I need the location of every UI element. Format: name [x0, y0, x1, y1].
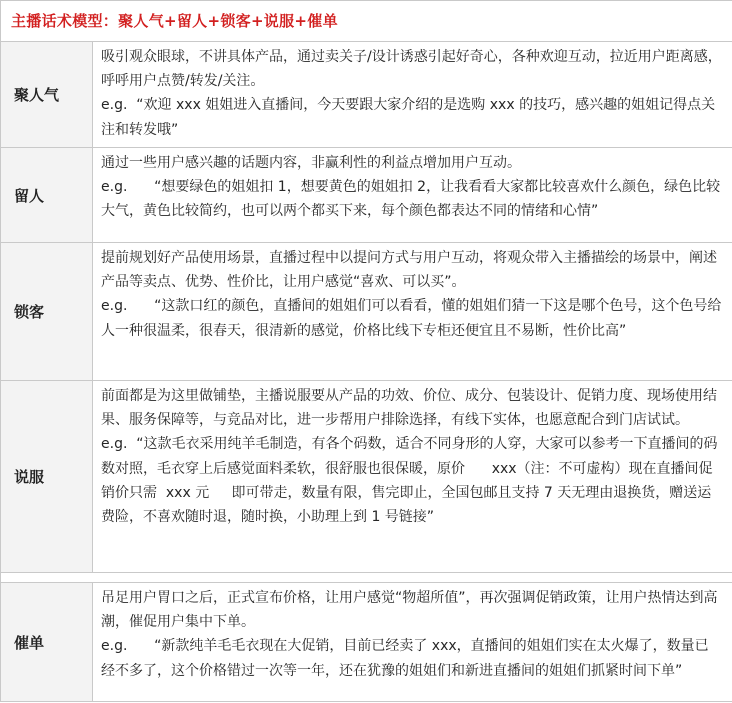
row-content: 前面都是为这里做铺垫，主播说服要从产品的功效、价位、成分、包装设计、促销力度、现场使用结果、服务保障等，与竞品对比，进一步帮用户排除选择，有线下实体，也愿意配合到门店试试。 e.g. “这款毛衣采用纯羊毛制造，有各个码数，适合不同身形的人穿，大家可以参考一下直播间的码数对照，毛衣穿上后感觉面料柔软，很舒服也很保暖，原价 xxx（注：不可虚构）现在直播间促销价只需 xxx 元 即可带走，数量有限，售完即止，全国包邮且支持 7 天无理由退换货，赠送运费险，不喜欢随时退，随时换，小助理上到 1 号链接”: [101, 388, 718, 526]
table-row: [1, 42, 732, 148]
title-cell: [1, 1, 732, 42]
row-label-cell: [1, 583, 93, 702]
row-content: 吸引观众眼球，不讲具体产品，通过卖关子/设计诱惑引起好奇心，各种欢迎互动，拉近用户距离感，呼呼用户点赞/转发/关注。 e.g. “欢迎 xxx 姐姐进入直播间，今天要跟大家介绍的是选购 xxx 的技巧，感兴趣的姐姐记得点关注和转发哦”: [101, 49, 722, 138]
row-label-cell: [1, 148, 93, 243]
title-row: [1, 1, 732, 42]
row-label: 说服: [14, 468, 45, 486]
row-label-cell: [1, 243, 93, 381]
row-content: 提前规划好产品使用场景，直播过程中以提问方式与用户互动，将观众带入主播描绘的场景中，阐述产品等卖点、优势、性价比，让用户感觉“喜欢、可以买”。 e.g. “这款口红的颜色，直播间的姐姐们可以看看，懂的姐姐们猜一下这是哪个色号，这个色号给人一种很温柔，很春天，很清新的感觉，价格比线下专柜还便宜且不易断，性价比高”: [101, 250, 722, 339]
page-title: 主播话术模型：聚人气+留人+锁客+说服+催单: [11, 12, 338, 30]
row-label: 留人: [14, 186, 45, 205]
row-label: 催单: [14, 633, 45, 652]
table-row: [1, 243, 732, 381]
row-label-cell: [1, 381, 93, 573]
row-content-cell: [93, 243, 732, 381]
table-row: [1, 381, 732, 573]
row-content-cell: [93, 381, 732, 573]
row-content: 吊足用户胃口之后，正式宣布价格，让用户感觉“物超所值”，再次强调促销政策，让用户热情达到高潮，催促用户集中下单。 e.g. “新款纯羊毛毛衣现在大促销，目前已经卖了 xxx，直播间的姐姐们实在太火爆了，数量已经不多了，这个价格错过一次等一年，还在犹豫的姐姐们和新进直播间的姐姐们抓紧时间下单”: [101, 590, 718, 679]
gap-cell: [1, 573, 732, 583]
row-label: 聚人气: [14, 86, 60, 104]
row-gap: [1, 573, 732, 583]
row-content: 通过一些用户感兴趣的话题内容，非赢利性的利益点增加用户互动。 e.g. “想要绿色的姐姐扣 1，想要黄色的姐姐扣 2，让我看看大家都比较喜欢什么颜色，绿色比较大气，黄色比较简约，也可以两个都买下来，每个颜色都表达不同的情绪和心情”: [101, 155, 721, 220]
row-content-cell: [93, 583, 732, 702]
row-label-cell: [1, 42, 93, 148]
table-row: [1, 148, 732, 243]
table-row: [1, 583, 732, 702]
row-content-cell: [93, 42, 732, 148]
row-label: 锁客: [14, 303, 45, 321]
row-content-cell: [93, 148, 732, 243]
